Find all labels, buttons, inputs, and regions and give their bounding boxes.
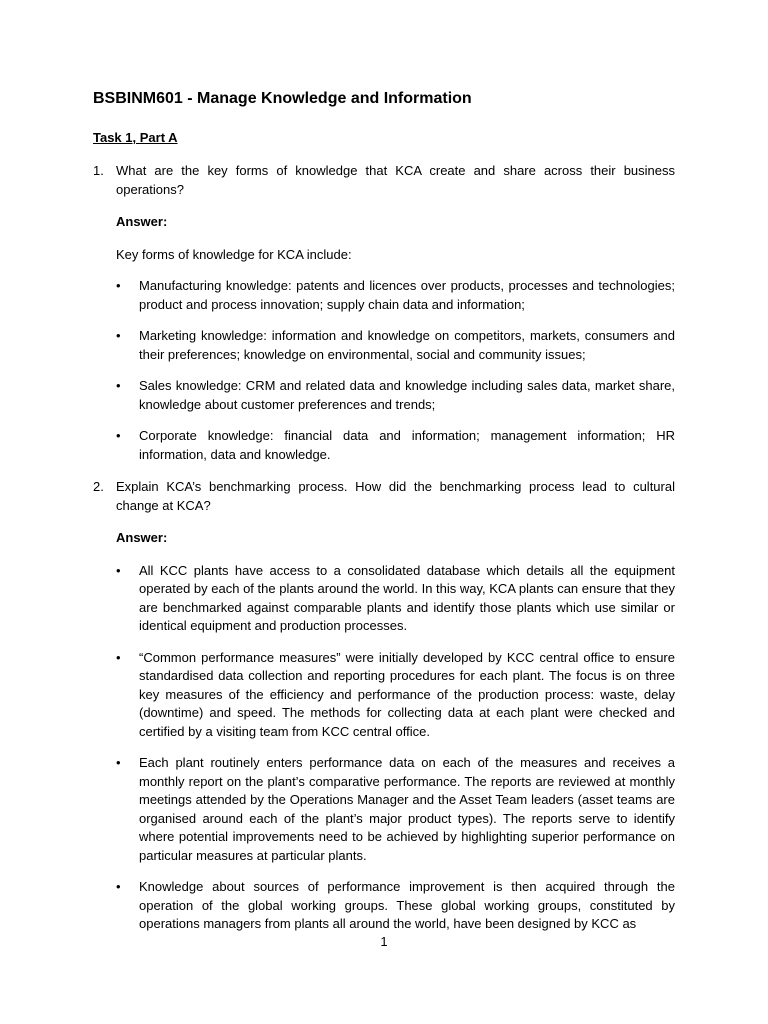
bullet-text: “Common performance measures” were initially developed by KCC central office to ensure standardised data collection and reporting procedures for each plant. The focus is on three key measures of the efficiency and performance of the production process: waste, delay (downtime) and speed. The methods for collecting data at each plant were checked and certified by a visiting team from KCC central office. [139, 649, 675, 739]
bullet-icon: • [116, 378, 121, 393]
task-heading: Task 1, Part A [93, 130, 178, 145]
answer-intro: Key forms of knowledge for KCA include: [116, 246, 352, 262]
question-text: What are the key forms of knowledge that KCA create and share across their business operations? [116, 163, 675, 197]
list-item [116, 878, 675, 934]
question-2 [93, 478, 675, 934]
bullet-list [116, 277, 675, 464]
bullet-icon: • [116, 562, 121, 578]
list-item [116, 562, 675, 636]
bullet-text: Each plant routinely enters performance data on each of the measures and receives a monthly report on the plant’s comparative performance. The reports are reviewed at monthly meetings attended by the Operations Manager and the Asset Team leaders (asset teams are organised around each of the plant’s major product types). The reports serve to identify where potential improvements need to be achieved by highlighting superior performance on particular measures at particular plants. [139, 755, 675, 863]
bullet-icon: • [116, 278, 121, 293]
bullet-text: Sales knowledge: CRM and related data and knowledge including sales data, market share, knowledge about customer preferences and trends; [139, 378, 675, 412]
question-number: 1. [93, 163, 104, 178]
document-title: BSBINM601 - Manage Knowledge and Information [93, 90, 472, 107]
question-1 [93, 162, 675, 464]
bullet-icon: • [116, 879, 121, 894]
bullet-text: All KCC plants have access to a consolidated database which details all the equipment operated by each of the plants around the world. In this way, KCA plants can ensure that they are benchmarked against comparable plants and identify those plants which use similar or identical equipment and production processes. [139, 562, 675, 633]
question-number: 2. [93, 479, 104, 494]
bullet-icon: • [116, 328, 121, 343]
document-body [93, 90, 675, 948]
list-item [116, 754, 675, 865]
bullet-icon: • [116, 428, 121, 443]
bullet-icon: • [116, 649, 121, 665]
list-item [116, 649, 675, 742]
list-item [116, 327, 675, 364]
list-item [116, 377, 675, 414]
bullet-text: Knowledge about sources of performance improvement is then acquired through the operation of the global working groups. These global working groups, constituted by operations managers from plants all around the world, have been designed by KCC as [139, 879, 675, 931]
answer-label: Answer: [116, 530, 168, 545]
list-item [116, 277, 675, 314]
list-item [116, 427, 675, 464]
bullet-text: Manufacturing knowledge: patents and licences over products, processes and technologies; product and process innovation; supply chain data and information; [139, 278, 675, 312]
bullet-icon: • [116, 755, 121, 770]
question-text: Explain KCA’s benchmarking process. How did the benchmarking process lead to cultural change at KCA? [116, 479, 675, 513]
page-number: 1 [380, 934, 388, 949]
bullet-text: Corporate knowledge: financial data and information; management information; HR information, data and knowledge. [139, 428, 675, 462]
bullet-list [116, 562, 675, 934]
bullet-text: Marketing knowledge: information and knowledge on competitors, markets, consumers and their preferences; knowledge on environmental, social and community issues; [139, 328, 675, 362]
answer-label: Answer: [116, 214, 168, 229]
